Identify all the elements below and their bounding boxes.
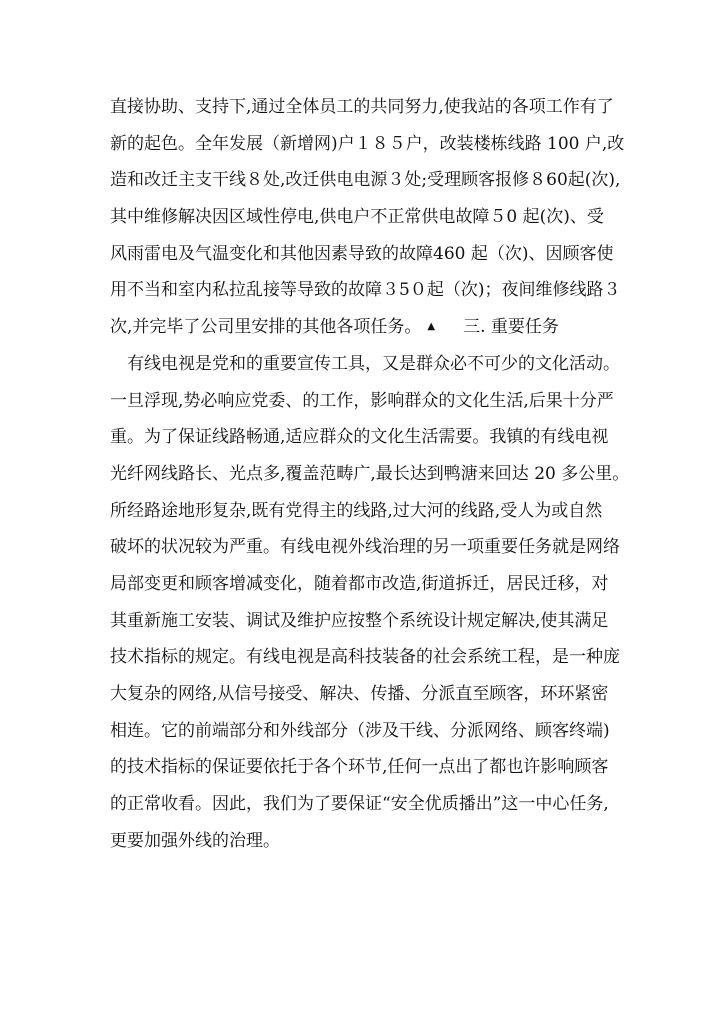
text-line: 的技术指标的保证要依托于各个环节,任何一点出了都也许影响顾客	[110, 757, 609, 778]
text-line: 次,并完毕了公司里安排的其他各项任务。	[110, 317, 422, 338]
text-line-with-heading	[110, 309, 630, 346]
text-line: 相连。它的前端部分和外线部分（涉及干线、分派网络、顾客终端)	[110, 720, 610, 741]
text-line: 技术指标的规定。有线电视是高科技装备的社会系统工程，是一种庞	[110, 647, 620, 668]
text-line: 的正常收看。因此，我们为了要保证“安全优质播出”这一中心任务,	[110, 794, 609, 815]
text-line: 直接协助、支持下,通过全体员工的共同努力,使我站的各项工作有了	[110, 97, 614, 117]
text-line: 光纤网线路长、光点多,覆盖范畴广,最长达到鸭溏来回达 20 多公里。	[110, 463, 630, 484]
text-line: 风雨雷电及气温变化和其他因素导致的故障460 起（次)、因顾客使	[110, 243, 614, 264]
text-line: 其重新施工安装、调试及维护应按整个系统设计规定解决,使其满足	[110, 610, 609, 631]
text-line: 其中维修解决因区域性停电,供电户不正常供电故障５0 起(次)、受	[110, 207, 604, 228]
text-line: 有线电视是党和的重要宣传工具，又是群众必不可少的文化活动。	[110, 353, 620, 374]
text-line: 更要加强外线的治理。	[110, 830, 280, 851]
text-line: 所经路途地形复杂,既有党得主的线路,过大河的线路,受人为或自然	[110, 500, 603, 521]
body-text	[110, 89, 630, 859]
text-line: 重。为了保证线路畅通,适应群众的文化生活需要。我镇的有线电视	[110, 427, 609, 448]
text-line: 新的起色。全年发展（新增网)户１８５户，改装楼栋线路 100 户,改	[110, 133, 625, 154]
text-line: 造和改迁主支干线８处,改迁供电电源３处;受理顾客报修８60起(次),	[110, 170, 621, 191]
text-line: 破坏的状况较为严重。有线电视外线治理的另一项重要任务就是网络	[110, 537, 620, 558]
text-line: 局部变更和顾客增减变化，随着都市改造,街道拆迁，居民迁移，对	[110, 573, 609, 594]
section-heading: 三. 重要任务	[463, 317, 559, 338]
text-line: 一旦浮现,势必响应党委、的工作，影响群众的文化生活,后果十分严	[110, 390, 614, 411]
text-line: 用不当和室内私拉乱接等导致的故障３5０起（次)；夜间维修线路３	[110, 280, 621, 301]
triangle-marker-icon: ▲	[427, 321, 436, 333]
text-line: 大复杂的网络,从信号接受、解决、传播、分派直至顾客，环环紧密	[110, 684, 609, 704]
